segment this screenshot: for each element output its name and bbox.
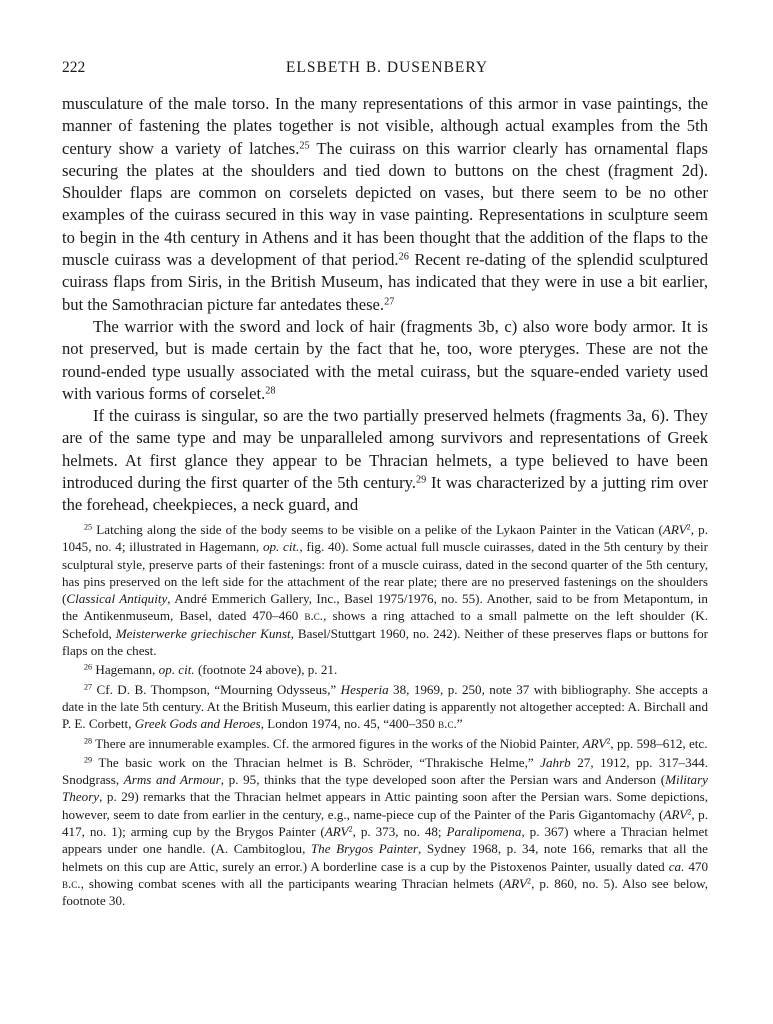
footnote-text: Hagemann,	[92, 662, 159, 678]
footnote-text: The basic work on the Thracian helmet is B. Schröder, “Thrakische Helme,”	[92, 754, 541, 770]
footnote-text: , p. 29) remarks that the Thracian helmet appears in Attic painting soon after the Persian wars. Some depictions, however, seem to date from earlier in the century, e.g., name-piece cup of the Painter of the Paris Gigantomachy (	[62, 789, 708, 822]
citation-abbrev: op. cit.	[262, 539, 300, 555]
citation-abbrev: op. cit.	[158, 662, 195, 678]
citation-title: Military Theory	[62, 772, 708, 805]
citation-title: Paralipomena	[446, 824, 522, 840]
paragraph-3-text-a: If the cuirass is singular, so are the two partially preserved helmets (fragments 3a, 6). They are of the same type and may be unparalleled among survivors and representations of Greek helmets. At first glance they appear to be Thracian helmets, a type believed to have been introduced during the first quarter of the 5th century.	[62, 406, 708, 493]
footnote-text: , p. 417, no. 1); arming cup by the Brygos Painter (	[62, 806, 708, 840]
footnote-number: 25	[84, 522, 93, 532]
running-header	[62, 59, 712, 81]
citation-title: The Brygos Painter	[310, 841, 418, 857]
footnote-text: 38, 1969, p. 250, note 37 with bibliography. She accepts a date in the late 5th century. At the British Museum, this earlier dating is apparently not altogether accepted: A. Birchall and P. E. Corbett,	[62, 681, 708, 732]
footnote-text: , fig. 40). Some actual full muscle cuirasses, dated in the 5th century by their sculptural style, preserve parts of their fastenings: front of a muscle cuirass, dated in the second quarter of the 5th century, has pins preserved on the left side for the attachment of the rear plate; there are no preserved fastenings on the shoulders (	[62, 539, 708, 607]
footnote-text: Latching along the side of the body seems to be visible on a pelike of the Lykaon Painter in the Vatican (	[92, 522, 663, 537]
paragraph-1	[62, 93, 708, 316]
superscript: 2	[686, 522, 691, 532]
citation-abbrev: ca.	[668, 858, 685, 874]
citation-title: Jahrb	[540, 754, 571, 770]
footnote-ref-27[interactable]: 27	[384, 296, 395, 308]
citation-abbrev: ARV	[662, 522, 687, 537]
superscript: 2	[606, 736, 611, 746]
footnote-text: , p. 95, thinks that the type developed soon after the Persian wars and Anderson (	[220, 772, 666, 788]
footnote-28	[62, 735, 708, 752]
superscript: 2	[687, 807, 692, 817]
footnote-text: , p. 1045, no. 4; illustrated in Hagemann,	[62, 522, 709, 555]
page-number: 222	[62, 59, 86, 76]
footnote-text: , shows a ring attached to a small palmette on the left shoulder (K. Schefold,	[62, 608, 708, 641]
paragraph-1-text-c: Recent re-dating of the splendid sculptured cuirass flaps from Siris, in the British Museum, has indicated that they were in use a bit earlier, but the Samothracian picture far antedates these.	[62, 250, 708, 314]
citation-title: Arms and Armour	[123, 772, 221, 788]
citation-abbrev: ARV	[503, 875, 528, 891]
footnote-text: , p. 367) where a Thracian helmet appears under one handle. (A. Cambitoglou,	[62, 824, 708, 857]
footnote-text: , p. 373, no. 48;	[352, 824, 447, 840]
footnote-number: 26	[84, 662, 93, 672]
footnote-text: There are innumerable examples. Cf. the armored figures in the works of the Niobid Painter,	[92, 735, 583, 751]
footnote-number: 29	[84, 755, 93, 765]
citation-title: Classical Antiquity	[66, 591, 168, 607]
footnote-ref-26[interactable]: 26	[398, 251, 409, 263]
running-head-author: ELSBETH B. DUSENBERY	[285, 59, 489, 76]
footnote-ref-25[interactable]: 25	[299, 139, 310, 151]
citation-title: Hesperia	[340, 681, 389, 697]
footnote-29	[62, 754, 708, 910]
superscript: 2	[348, 824, 353, 834]
paragraph-2	[62, 316, 708, 405]
era-abbrev: b.c.	[438, 716, 457, 732]
citation-abbrev: ARV	[324, 824, 349, 840]
footnote-text: , Sydney 1968, p. 34, note 166, remarks that all the helmets on this cup are Attic, surely an error.) A borderline case is a cup by the Pistoxenos Painter, usually dated	[62, 841, 708, 874]
citation-abbrev: ARV	[582, 735, 607, 751]
footnote-ref-28[interactable]: 28	[265, 385, 276, 397]
citation-abbrev: ARV	[663, 806, 688, 822]
footnote-text: , Basel/Stuttgart 1960, no. 242). Neither of these preserves flaps or buttons for flaps on the chest.	[62, 625, 708, 659]
footnote-26	[62, 661, 708, 678]
era-abbrev: b.c.	[304, 608, 324, 624]
era-abbrev: b.c.	[62, 875, 81, 891]
paragraph-3-text-b: It was characterized by a jutting rim over the forehead, cheekpieces, a neck guard, and	[62, 473, 708, 515]
footnote-number: 27	[84, 682, 93, 692]
footnote-text: , showing combat scenes with all the participants wearing Thracian helmets (	[80, 875, 504, 891]
footnote-25	[62, 521, 708, 659]
footnote-text: ”	[456, 716, 463, 732]
paragraph-2-text-a: The warrior with the sword and lock of hair (fragments 3b, c) also wore body armor. It is not preserved, but is made certain by the fact that he, too, wore pteryges. These are not the round-ended type usually associated with the metal cuirass, but the square-ended variety used with various forms of corselet.	[62, 316, 708, 403]
footnote-text: (footnote 24 above), p. 21.	[194, 662, 338, 678]
paragraph-1-text-b: The cuirass on this warrior clearly has ornamental flaps securing the plates at the shoulders and tied down to buttons on the chest (fragment 2d). Shoulder flaps are common on corselets depicted on vases, but there seem to be no other examples of the cuirass secured in this way in vase painting. Representations in sculpture seem to begin in the 4th century in Athens and it has been thought that the addition of the flaps to the muscle cuirass was a development of that period.	[62, 138, 709, 270]
footnote-text: , pp. 598–612, etc.	[610, 735, 708, 751]
footnote-text: 27, 1912, pp. 317–344. Snodgrass,	[62, 754, 708, 788]
footnote-ref-29[interactable]: 29	[415, 474, 427, 486]
superscript: 2	[527, 876, 532, 886]
footnote-27	[62, 681, 708, 733]
footnote-text: , London 1974, no. 45, “400–350	[260, 716, 439, 732]
citation-title: Meisterwerke griechischer Kunst	[115, 625, 291, 641]
paragraph-3	[62, 405, 708, 516]
main-text	[62, 93, 708, 517]
footnote-text: , André Emmerich Gallery, Inc., Basel 1975/1976, no. 55). Another, said to be from Metapontum, in the Antikenmuseum, Basel, dated 470–460	[62, 591, 708, 624]
paragraph-1-text-a: musculature of the male torso. In the many representations of this armor in vase paintings, the manner of fastening the plates together is not visible, although actual examples from the 5th century show a variety of latches.	[62, 94, 708, 158]
footnote-text: , p. 860, no. 5). Also see below, footnote 30.	[62, 875, 708, 909]
footnote-text: 470	[684, 858, 708, 874]
footnote-number: 28	[84, 736, 93, 746]
footnotes	[62, 521, 708, 912]
footnote-text: Cf. D. B. Thompson, “Mourning Odysseus,”	[92, 681, 341, 697]
citation-title: Greek Gods and Heroes	[134, 716, 261, 732]
